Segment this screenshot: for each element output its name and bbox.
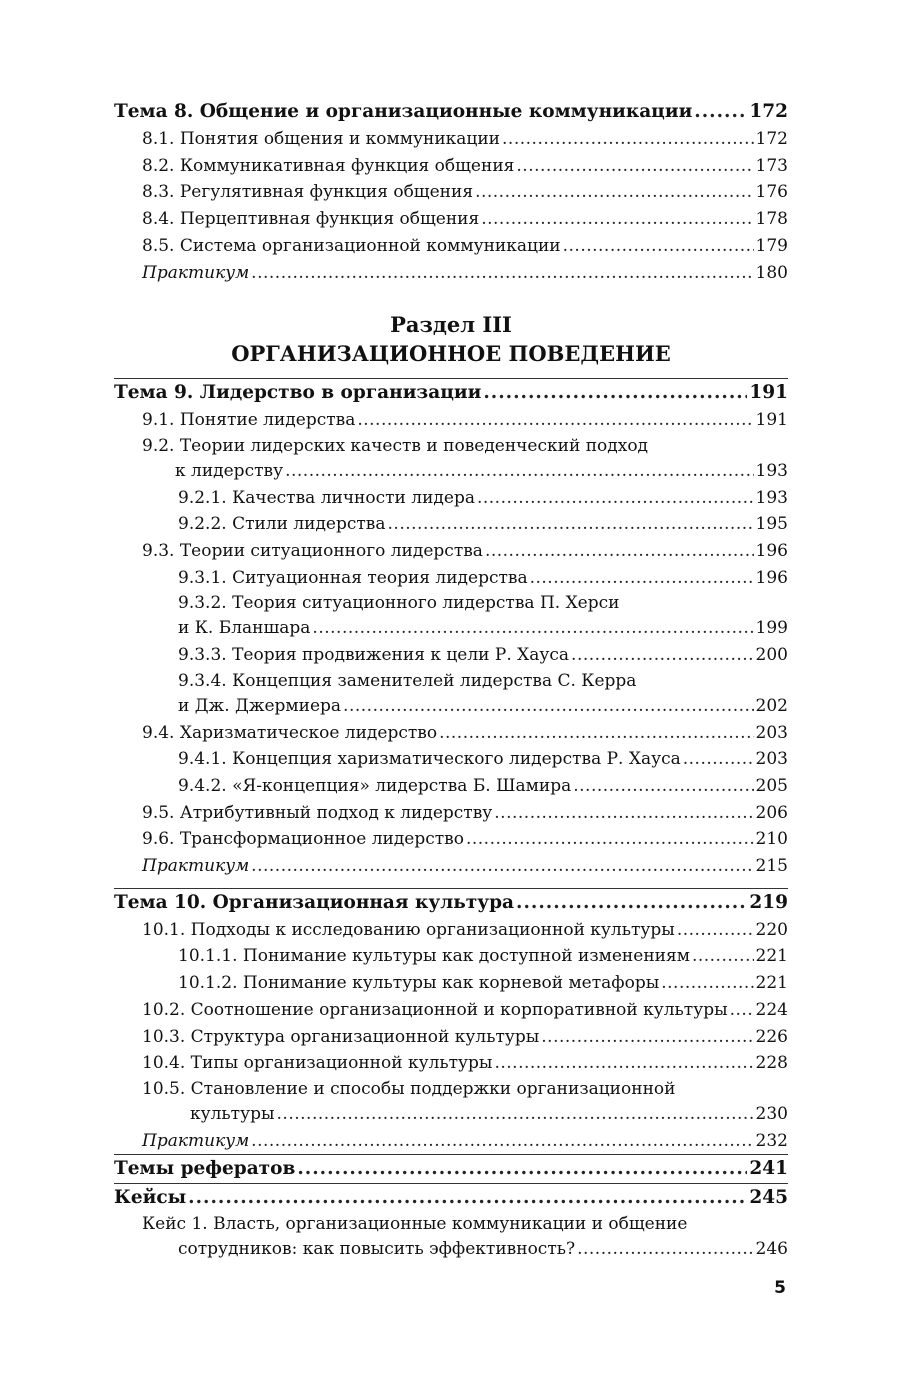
toc-topic-title: Кейсы — [114, 1187, 187, 1209]
toc-item-label: 8.1. Понятия общения и коммуникации — [142, 129, 501, 149]
leader-dots — [343, 693, 754, 720]
toc-item-label: 9.4.1. Концепция харизматического лидерства Р. Хауса — [178, 749, 681, 770]
toc-page-number: 172 — [755, 129, 788, 149]
toc-page-number: 193 — [755, 487, 788, 508]
toc-item-label: 9.3.1. Ситуационная теория лидерства — [178, 567, 528, 588]
leader-dots — [188, 1184, 747, 1212]
toc-item — [114, 206, 788, 233]
toc-page-number: 230 — [755, 1103, 788, 1124]
toc-subitem — [114, 511, 788, 538]
toc-item — [114, 1024, 788, 1051]
toc-page-number: 221 — [755, 973, 788, 994]
toc-item — [114, 1101, 788, 1128]
toc-item — [114, 179, 788, 206]
toc-subitem — [114, 615, 788, 642]
toc-page-number: 176 — [755, 182, 788, 203]
leader-dots — [730, 997, 754, 1024]
toc-item-label: 9.3. Теории ситуационного лидерства — [142, 541, 483, 562]
toc-page-number: 203 — [755, 722, 788, 743]
toc-page-number: 245 — [749, 1187, 788, 1209]
toc-item-label: Практикум — [142, 856, 250, 877]
toc-item-label: 9.2.2. Стили лидерства — [178, 514, 386, 535]
toc-subitem — [114, 746, 788, 773]
toc-subitem — [114, 485, 788, 512]
toc-page-number: 191 — [749, 382, 788, 404]
leader-dots — [251, 853, 753, 880]
toc-subitem — [114, 642, 788, 669]
leader-dots — [483, 379, 747, 407]
leader-dots — [541, 1024, 753, 1051]
toc-practicum — [114, 1128, 788, 1155]
toc-page-number: 202 — [755, 695, 788, 716]
toc-page-number: 195 — [755, 514, 788, 535]
leader-dots — [563, 233, 754, 260]
toc-page-number: 199 — [755, 618, 788, 639]
leader-dots — [466, 826, 754, 853]
toc-page-number: 173 — [755, 155, 788, 176]
leader-dots — [516, 153, 753, 180]
toc-page-number: 179 — [755, 235, 788, 256]
leader-dots — [481, 206, 753, 233]
toc-topic-title: Тема 8. Общение и организационные коммуникации — [114, 101, 693, 122]
toc-item-label: 9.3.3. Теория продвижения к цели Р. Хауса — [178, 645, 570, 666]
toc-item-label: и К. Бланшара — [178, 618, 311, 639]
toc-item-label: к лидерству — [175, 460, 284, 481]
toc-page-number: 191 — [755, 410, 788, 431]
toc-page-number: 200 — [755, 645, 788, 666]
toc-item-label: 9.1. Понятие лидерства — [142, 410, 356, 431]
leader-dots — [285, 458, 753, 485]
toc-item — [114, 1236, 788, 1263]
toc-item — [114, 538, 788, 565]
leader-dots — [661, 970, 753, 997]
toc-item-label: 9.5. Атрибутивный подход к лидерству — [142, 802, 493, 823]
page-number: 5 — [774, 1278, 786, 1298]
leader-dots — [577, 1236, 753, 1263]
toc-page-number: 178 — [755, 209, 788, 230]
leader-dots — [439, 720, 753, 747]
toc-essays — [114, 1155, 788, 1183]
toc-subitem — [114, 565, 788, 592]
toc-item-label: культуры — [190, 1103, 275, 1124]
toc-item-label-line1: Кейс 1. Власть, организационные коммуникации и общение — [142, 1214, 688, 1235]
leader-dots — [683, 746, 754, 773]
toc-item — [114, 126, 788, 153]
toc-item-label: 9.2.1. Качества личности лидера — [178, 487, 475, 508]
leader-dots — [530, 565, 754, 592]
leader-dots — [475, 179, 753, 206]
toc-subitem — [114, 943, 788, 970]
table-of-contents — [114, 98, 788, 1263]
toc-item-label: 10.1. Подходы к исследованию организационной культуры — [142, 919, 675, 940]
leader-dots — [494, 800, 753, 827]
section-heading — [114, 310, 788, 368]
toc-page-number: 210 — [755, 829, 788, 850]
leader-dots — [388, 511, 754, 538]
toc-page-number: 226 — [755, 1026, 788, 1047]
leader-dots — [694, 98, 747, 126]
toc-item-label: 8.5. Система организационной коммуникации — [142, 235, 561, 256]
leader-dots — [516, 889, 747, 917]
toc-practicum — [114, 260, 788, 287]
toc-page-number: 196 — [755, 567, 788, 588]
toc-item — [114, 720, 788, 747]
toc-item-label: и Дж. Джермиера — [178, 695, 342, 716]
toc-subitem — [114, 970, 788, 997]
toc-page-number: 224 — [755, 999, 788, 1020]
toc-item-label-line1: 9.2. Теории лидерских качеств и поведенческий подход — [142, 435, 649, 456]
leader-dots — [277, 1101, 754, 1128]
leader-dots — [477, 485, 754, 512]
toc-item-label: 9.6. Трансформационное лидерство — [142, 829, 464, 850]
leader-dots — [485, 538, 754, 565]
toc-item — [114, 407, 788, 434]
toc-page-number: 206 — [755, 802, 788, 823]
toc-practicum — [114, 853, 788, 880]
leader-dots — [312, 615, 753, 642]
toc-page-number: 228 — [755, 1053, 788, 1074]
toc-item — [114, 153, 788, 180]
toc-cases — [114, 1184, 788, 1212]
toc-page-number: 232 — [755, 1130, 788, 1151]
toc-topic-title: Тема 9. Лидерство в организации — [114, 382, 482, 404]
leader-dots — [251, 1128, 753, 1155]
toc-page-number: 220 — [755, 919, 788, 940]
toc-item-label: 8.2. Коммуникативная функция общения — [142, 155, 515, 176]
toc-item — [114, 800, 788, 827]
toc-item — [114, 458, 788, 485]
toc-item — [114, 826, 788, 853]
section-number: Раздел III — [390, 312, 512, 338]
toc-topic-title: Темы рефератов — [114, 1158, 296, 1180]
toc-topic-9 — [114, 379, 788, 407]
toc-topic-10 — [114, 889, 788, 917]
toc-page-number: 221 — [755, 946, 788, 967]
toc-page-number: 193 — [755, 460, 788, 481]
toc-item — [114, 917, 788, 944]
toc-page-number: 205 — [755, 775, 788, 796]
leader-dots — [251, 260, 753, 287]
toc-item — [114, 997, 788, 1024]
toc-item-label: 9.4.2. «Я-концепция» лидерства Б. Шамира — [178, 775, 572, 796]
toc-item-label-line1: 9.3.2. Теория ситуационного лидерства П. Херси — [178, 593, 620, 614]
toc-item-label: 10.4. Типы организационной культуры — [142, 1053, 493, 1074]
toc-subitem — [114, 773, 788, 800]
leader-dots — [573, 773, 753, 800]
toc-page-number: 241 — [749, 1158, 788, 1180]
toc-item-label: 10.2. Соотношение организационной и корпоративной культуры — [142, 999, 728, 1020]
toc-page-number: 180 — [755, 262, 788, 283]
toc-item — [114, 1050, 788, 1077]
toc-item-label: сотрудников: как повысить эффективность? — [178, 1239, 576, 1260]
toc-item-label: 10.1.2. Понимание культуры как корневой метафоры — [178, 973, 660, 994]
toc-item-label: 10.1.1. Понимание культуры как доступной изменениям — [178, 946, 690, 967]
leader-dots — [692, 943, 754, 970]
leader-dots — [502, 126, 754, 153]
toc-item-label: Практикум — [142, 1130, 250, 1151]
toc-item — [114, 233, 788, 260]
leader-dots — [571, 642, 754, 669]
toc-page-number: 246 — [755, 1239, 788, 1260]
toc-item-label: 10.3. Структура организационной культуры — [142, 1026, 540, 1047]
toc-topic-8 — [114, 98, 788, 126]
toc-page-number: 203 — [755, 749, 788, 770]
leader-dots — [677, 917, 754, 944]
toc-page-number: 219 — [749, 891, 788, 913]
toc-item-label: Практикум — [142, 262, 250, 283]
toc-subitem — [114, 693, 788, 720]
toc-item-label: 8.4. Перцептивная функция общения — [142, 209, 480, 230]
leader-dots — [357, 407, 753, 434]
leader-dots — [297, 1155, 747, 1183]
toc-item-label-line1: 9.3.4. Концепция заменителей лидерства С. Керра — [178, 670, 637, 691]
section-title: ОРГАНИЗАЦИОННОЕ ПОВЕДЕНИЕ — [231, 341, 671, 367]
toc-item-label: 9.4. Харизматическое лидерство — [142, 722, 438, 743]
toc-page-number: 196 — [755, 541, 788, 562]
toc-page-number: 215 — [755, 856, 788, 877]
toc-item-label: 8.3. Регулятивная функция общения — [142, 182, 474, 203]
toc-page-number: 172 — [749, 101, 788, 122]
leader-dots — [494, 1050, 753, 1077]
toc-topic-title: Тема 10. Организационная культура — [114, 891, 515, 913]
toc-item-label-line1: 10.5. Становление и способы поддержки организационной — [142, 1078, 676, 1099]
